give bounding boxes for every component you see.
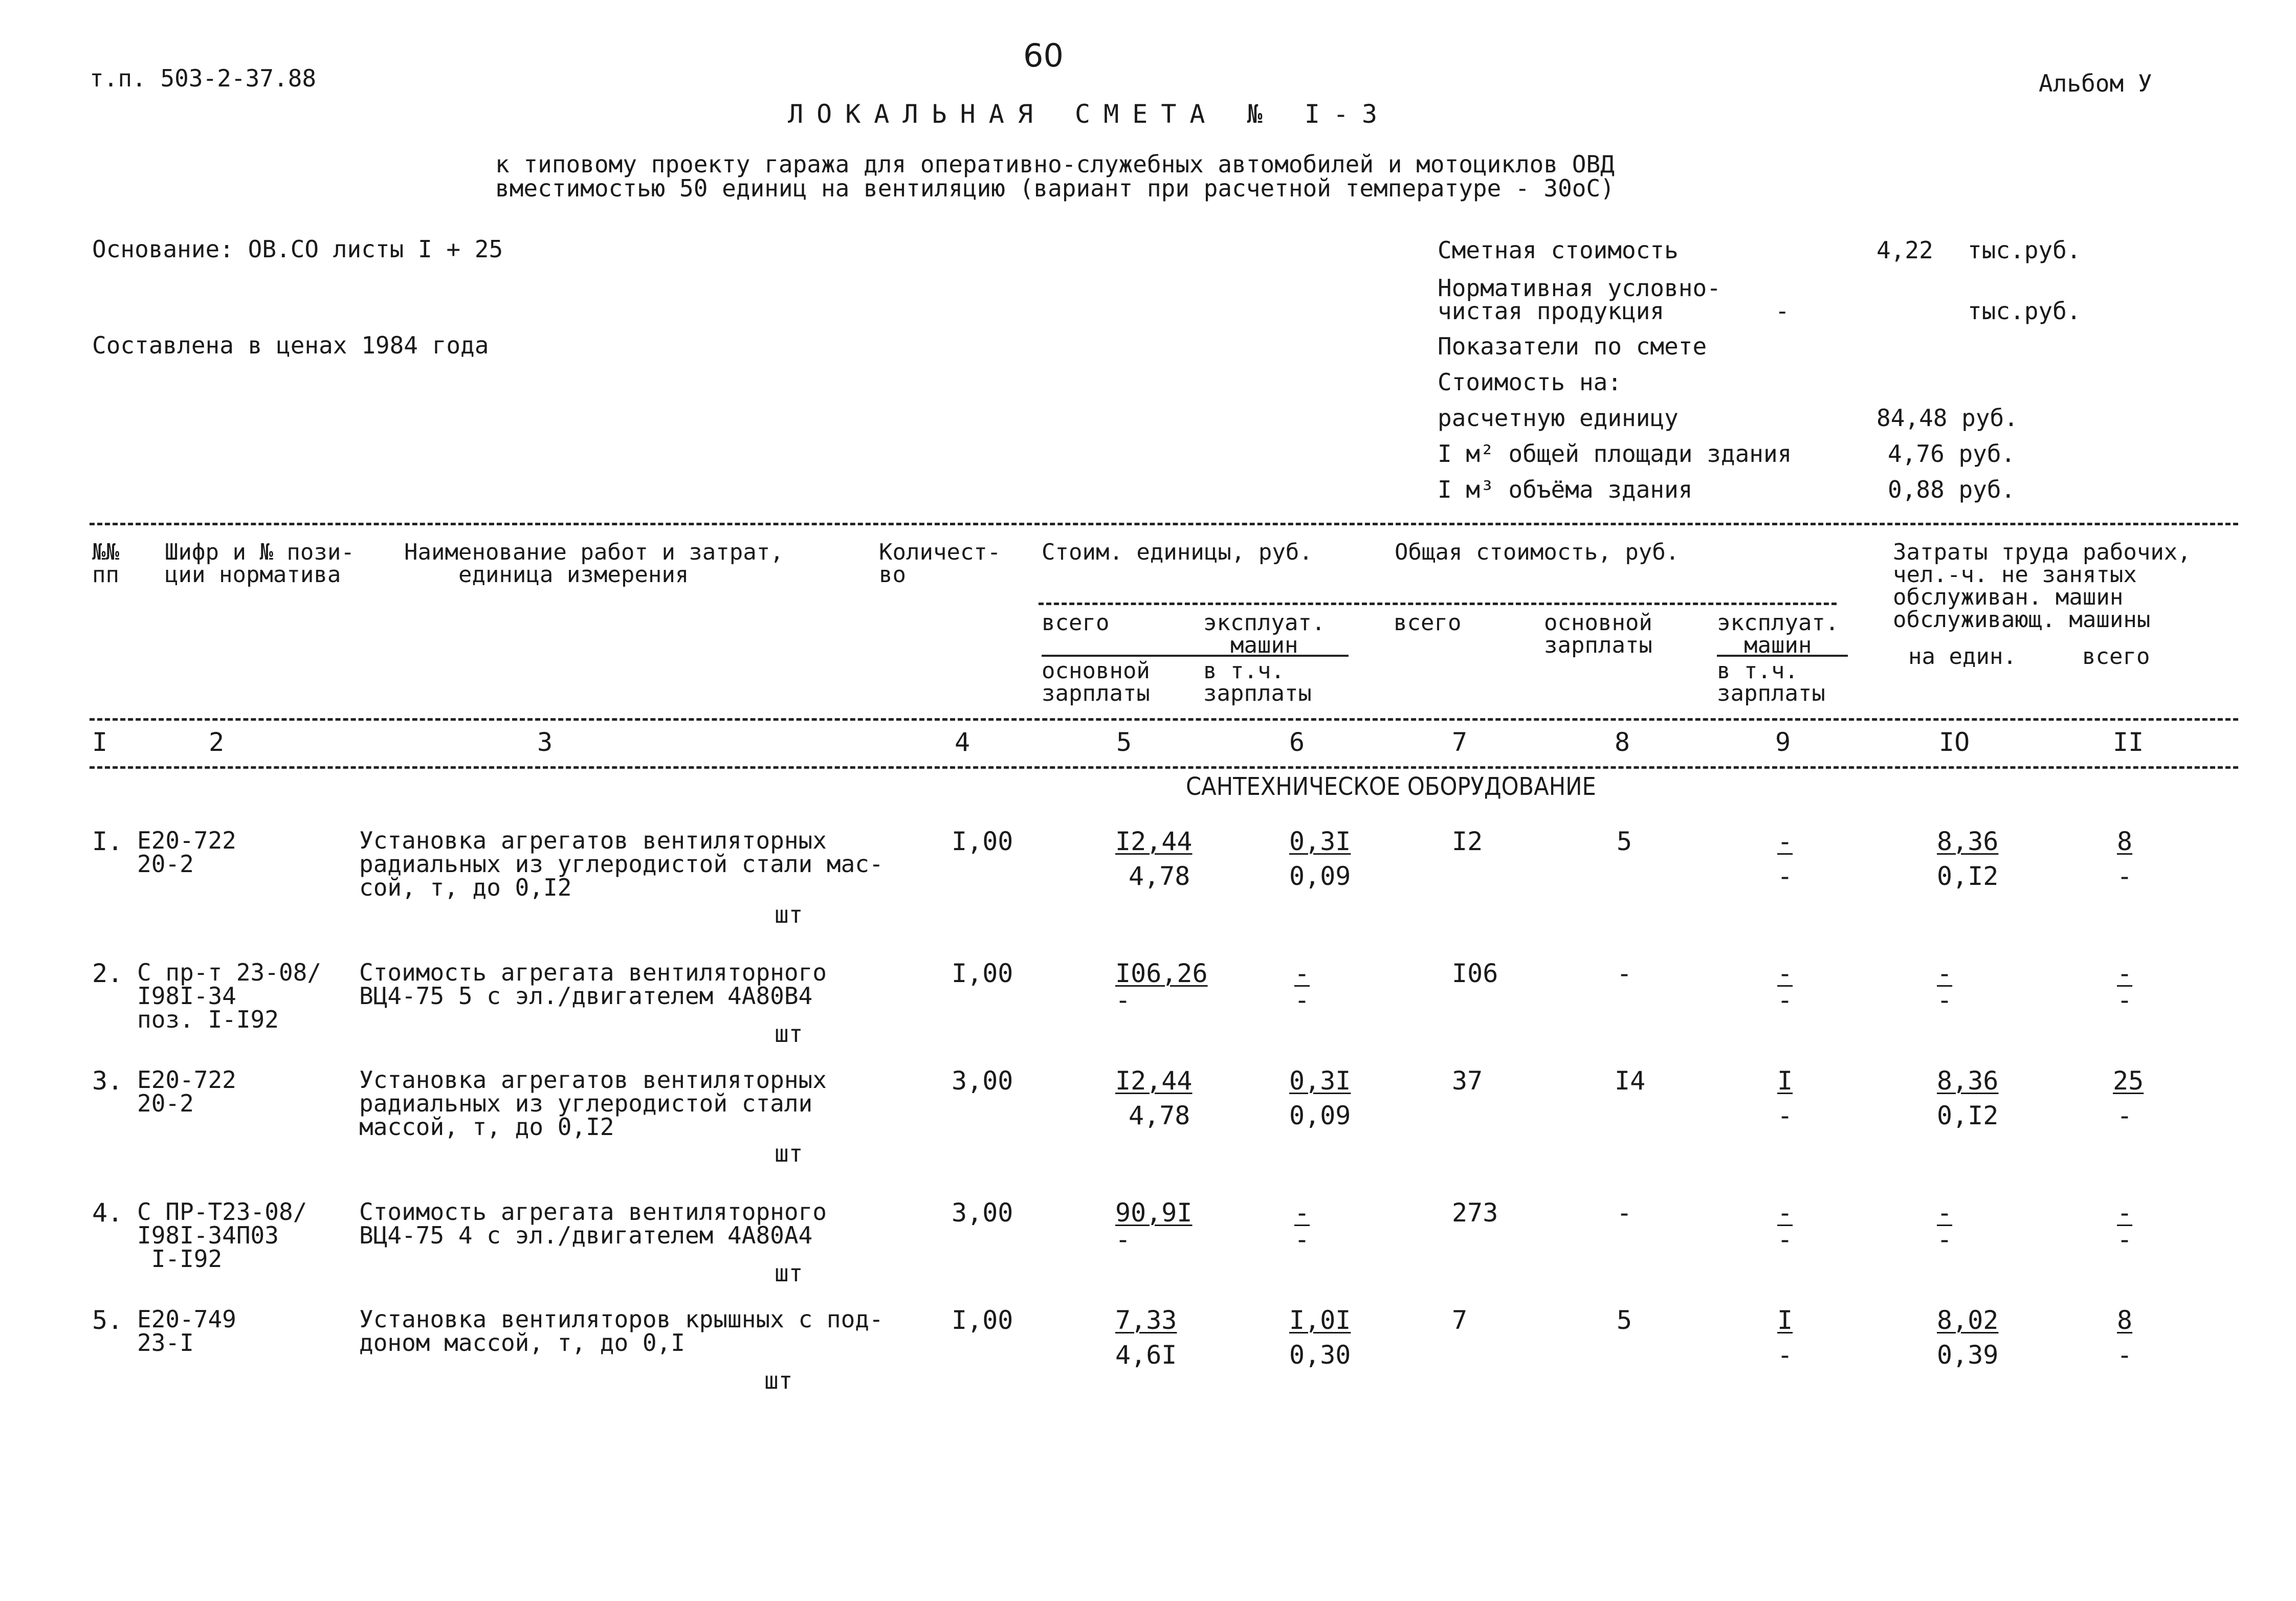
row-total-cost: 7: [1452, 1305, 1468, 1335]
row-unit: шт: [775, 1259, 803, 1287]
per-m3-value: 0,88 руб.: [1888, 476, 2016, 503]
row-total-wages: 5: [1617, 827, 1632, 856]
row-quantity: 3,00: [952, 1198, 1013, 1228]
col-number-1: I: [92, 727, 108, 757]
row-unit-wages: 4,6I: [1115, 1340, 1177, 1370]
row-unit-wages: -: [1115, 1225, 1131, 1254]
table-top-rule: [90, 523, 2238, 525]
header-sub-rule: [1039, 603, 1837, 605]
row-quantity: I,00: [952, 1305, 1013, 1335]
col-header-unit-total: всего: [1042, 610, 1110, 636]
col-header-unit-machine-wages: в т.ч. зарплаты: [1203, 658, 1312, 706]
row-labor-per-unit-machines: -: [1937, 985, 1953, 1015]
header-unit-split-rule: [1042, 655, 1349, 657]
album-label: Альбом У: [2039, 70, 2152, 97]
col-header-labor-total: всего: [2082, 643, 2150, 670]
col-header-unit-wages: основной зарплаты: [1042, 658, 1150, 706]
row-labor-total-machines: -: [2117, 985, 2133, 1015]
per-m2-label: I м² общей площади здания: [1438, 440, 1792, 468]
row-unit-machine-wages: -: [1294, 985, 1310, 1015]
row-unit: шт: [775, 1020, 803, 1048]
row-labor-total: 8: [2117, 1305, 2133, 1335]
normative-unit: тыс.руб.: [1968, 297, 2081, 325]
normative-label-1: Нормативная условно-: [1438, 274, 1721, 302]
estimated-cost-label: Сметная стоимость: [1438, 236, 1679, 264]
estimated-cost-unit: тыс.руб.: [1968, 236, 2081, 264]
row-unit-machine-wages: 0,09: [1289, 1101, 1351, 1130]
row-number: 5.: [92, 1305, 123, 1335]
col-number-7: 7: [1452, 727, 1468, 757]
col-number-10: IO: [1939, 727, 1970, 757]
row-labor-total-machines: -: [2117, 1340, 2133, 1370]
col-header-labor-per-unit: на един.: [1908, 643, 2017, 670]
row-unit-machines: -: [1294, 1198, 1310, 1228]
row-quantity: I,00: [952, 827, 1013, 856]
header-number-top-rule: [90, 718, 2238, 721]
col-number-11: II: [2113, 727, 2144, 757]
row-code: С пр-т 23-08/ I98I-34 поз. I-I92: [137, 959, 322, 1033]
col-header-total-cost: Общая стоимость, руб.: [1395, 539, 1680, 565]
page-title: ЛОКАЛЬНАЯ СМЕТА № I-3: [788, 99, 1391, 129]
col-number-3: 3: [537, 727, 553, 757]
section-title: САНТЕХНИЧЕСКОЕ ОБОРУДОВАНИЕ: [1186, 772, 1596, 801]
row-number: I.: [92, 827, 123, 856]
row-unit-cost: 7,33: [1115, 1305, 1177, 1335]
row-labor-per-unit: 8,36: [1937, 827, 1999, 856]
row-total-machines: I: [1777, 1305, 1793, 1335]
prices-year-text: Составлена в ценах 1984 года: [92, 331, 489, 359]
col-header-total-machine-wages: в т.ч. зарплаты: [1717, 658, 1825, 706]
row-unit-wages: 4,78: [1129, 861, 1190, 891]
row-name: Установка вентиляторов крышных с под- доном массой, т, до 0,I: [359, 1305, 884, 1357]
col-number-8: 8: [1615, 727, 1630, 757]
row-name: Установка агрегатов вентиляторных радиальных из углеродистой стали мас- сой, т, до 0,I2: [359, 827, 884, 901]
per-unit-label: расчетную единицу: [1438, 404, 1679, 432]
row-quantity: 3,00: [952, 1066, 1013, 1096]
row-total-machine-wages: -: [1777, 985, 1793, 1015]
row-number: 3.: [92, 1066, 123, 1096]
row-unit-machines: 0,3I: [1289, 827, 1351, 856]
row-unit-machines: I,0I: [1289, 1305, 1351, 1335]
row-unit-machine-wages: 0,30: [1289, 1340, 1351, 1370]
row-quantity: I,00: [952, 959, 1013, 988]
col-number-5: 5: [1116, 727, 1132, 757]
col-number-4: 4: [955, 727, 970, 757]
row-code: Е20-722 20-2: [137, 1066, 236, 1117]
row-unit: шт: [764, 1367, 793, 1394]
col-header-labor: Затраты труда рабочих, чел.-ч. не занятых обслуживан. машин обслуживающ. машины: [1893, 539, 2191, 633]
per-m3-label: I м³ объёма здания: [1438, 476, 1693, 503]
row-code: С ПР-Т23-08/ I98I-34П03 I-I92: [137, 1198, 307, 1273]
document-code: т.п. 503-2-37.88: [90, 64, 317, 92]
col-header-name: Наименование работ и затрат, единица измерения: [404, 539, 784, 588]
header-bottom-rule: [90, 766, 2238, 769]
row-labor-total: 25: [2113, 1066, 2144, 1096]
row-unit-cost: I06,26: [1115, 959, 1208, 988]
col-number-9: 9: [1775, 727, 1791, 757]
subtitle-line-2: вместимостью 50 единиц на вентиляцию (вариант при расчетной температуре - 30оС): [495, 174, 1615, 202]
per-unit-value: 84,48 руб.: [1876, 404, 2018, 432]
col-header-unit-cost: Стоим. единицы, руб.: [1042, 539, 1313, 565]
row-number: 2.: [92, 959, 123, 988]
row-labor-total: -: [2117, 1198, 2133, 1228]
row-unit-machines: -: [1294, 959, 1310, 988]
col-header-unit-machines: эксплуат. машин: [1203, 610, 1326, 658]
normative-value: -: [1775, 297, 1790, 325]
page-number: 60: [1023, 37, 1064, 74]
row-labor-per-unit-machines: 0,I2: [1937, 1101, 1999, 1130]
header-total-split-rule: [1717, 655, 1848, 657]
row-labor-per-unit: -: [1937, 959, 1953, 988]
row-total-cost: 37: [1452, 1066, 1483, 1096]
row-total-wages: -: [1617, 959, 1632, 988]
row-labor-total: -: [2117, 959, 2133, 988]
normative-label-2: чистая продукция: [1438, 297, 1665, 325]
col-header-total-wages: основной зарплаты: [1544, 610, 1652, 658]
row-unit: шт: [775, 1140, 803, 1167]
row-total-machines: -: [1777, 1198, 1793, 1228]
per-m2-value: 4,76 руб.: [1888, 440, 2016, 468]
row-total-machines: -: [1777, 959, 1793, 988]
row-name: Установка агрегатов вентиляторных радиальных из углеродистой стали массой, т, до 0,I2: [359, 1066, 827, 1141]
row-total-machines: I: [1777, 1066, 1793, 1096]
row-labor-per-unit-machines: 0,39: [1937, 1340, 1999, 1370]
row-labor-per-unit: 8,36: [1937, 1066, 1999, 1096]
basis-text: Основание: ОВ.СО листы I + 25: [92, 235, 503, 263]
col-header-total-all: всего: [1394, 610, 1462, 636]
row-unit-wages: -: [1115, 985, 1131, 1015]
row-total-machine-wages: -: [1777, 1340, 1793, 1370]
row-labor-per-unit-machines: -: [1937, 1225, 1953, 1254]
row-total-cost: I06: [1452, 959, 1498, 988]
indicators-label: Показатели по смете: [1438, 332, 1707, 360]
row-code: Е20-749 23-I: [137, 1305, 236, 1357]
row-name: Стоимость агрегата вентиляторного ВЦ4-75 5 с эл./двигателем 4А80В4: [359, 959, 827, 1010]
row-unit-cost: I2,44: [1115, 1066, 1193, 1096]
row-total-machine-wages: -: [1777, 1101, 1793, 1130]
row-unit-machine-wages: -: [1294, 1225, 1310, 1254]
row-total-machines: -: [1777, 827, 1793, 856]
row-total-machine-wages: -: [1777, 861, 1793, 891]
row-unit: шт: [775, 901, 803, 928]
row-total-wages: 5: [1617, 1305, 1632, 1335]
col-header-number: №№ пп: [92, 539, 119, 588]
col-header-quantity: Количест- во: [879, 539, 1001, 588]
row-total-cost: I2: [1452, 827, 1483, 856]
row-name: Стоимость агрегата вентиляторного ВЦ4-75 4 с эл./двигателем 4А80А4: [359, 1198, 827, 1249]
row-unit-machines: 0,3I: [1289, 1066, 1351, 1096]
col-header-total-machines: эксплуат. машин: [1717, 610, 1839, 658]
estimated-cost-value: 4,22: [1876, 236, 1933, 264]
row-labor-total-machines: -: [2117, 1101, 2133, 1130]
row-total-machine-wages: -: [1777, 1225, 1793, 1254]
row-total-wages: -: [1617, 1198, 1632, 1228]
row-total-cost: 273: [1452, 1198, 1498, 1228]
row-unit-cost: 90,9I: [1115, 1198, 1193, 1228]
row-number: 4.: [92, 1198, 123, 1228]
row-unit-machine-wages: 0,09: [1289, 861, 1351, 891]
row-labor-per-unit: -: [1937, 1198, 1953, 1228]
row-labor-total: 8: [2117, 827, 2133, 856]
row-labor-per-unit-machines: 0,I2: [1937, 861, 1999, 891]
row-labor-total-machines: -: [2117, 861, 2133, 891]
row-labor-per-unit: 8,02: [1937, 1305, 1999, 1335]
subtitle-line-1: к типовому проекту гаража для оперативно-служебных автомобилей и мотоциклов ОВД: [495, 150, 1615, 178]
row-labor-total-machines: -: [2117, 1225, 2133, 1254]
col-header-code: Шифр и № пози- ции норматива: [165, 539, 355, 588]
col-number-2: 2: [209, 727, 225, 757]
row-total-wages: I4: [1615, 1066, 1646, 1096]
row-unit-wages: 4,78: [1129, 1101, 1190, 1130]
col-number-6: 6: [1289, 727, 1305, 757]
row-code: Е20-722 20-2: [137, 827, 236, 878]
row-unit-cost: I2,44: [1115, 827, 1193, 856]
cost-on-label: Стоимость на:: [1438, 368, 1622, 396]
